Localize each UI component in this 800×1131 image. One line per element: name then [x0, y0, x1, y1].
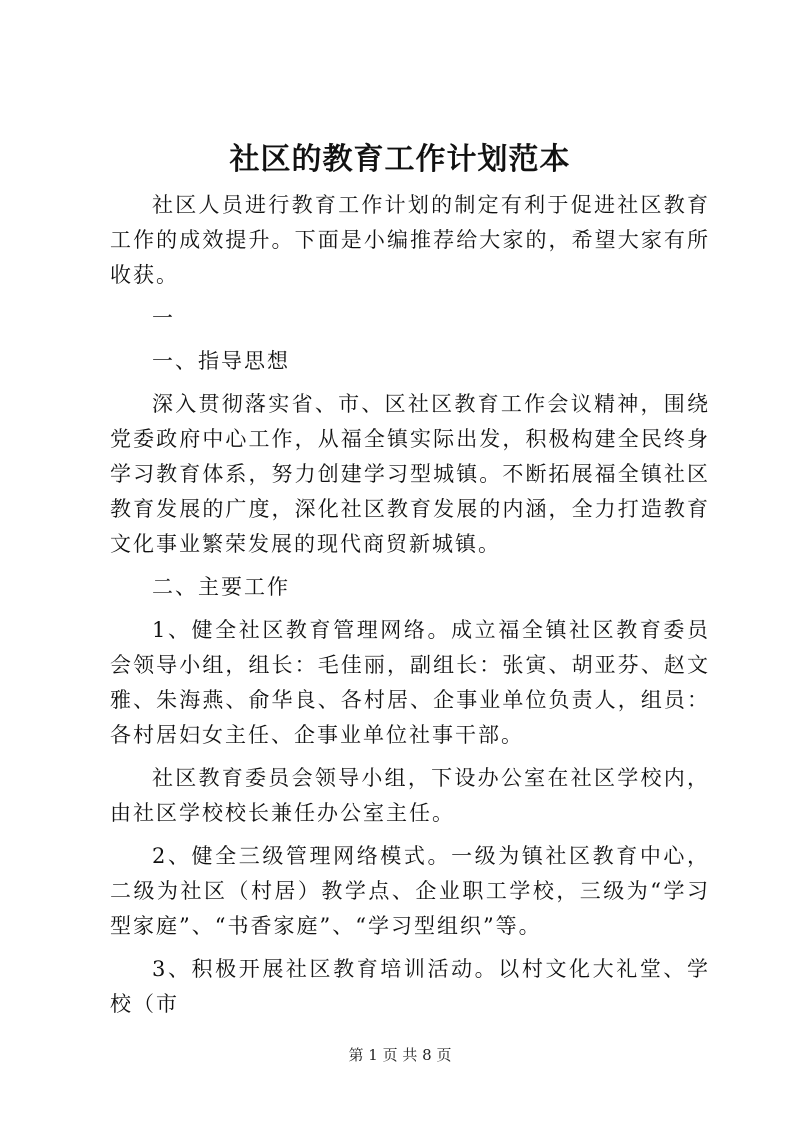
paragraph-work-item-3: 3、积极开展社区教育培训活动。以村文化大礼堂、学校（市 — [110, 957, 710, 1016]
paragraph-committee-office: 社区教育委员会领导小组，下设办公室在社区学校内，由社区学校校长兼任办公室主任。 — [110, 766, 710, 825]
paragraph-guiding-ideology: 深入贯彻落实省、市、区社区教育工作会议精神，围绕党委政府中心工作，从福全镇实际出发，积极构建全民终身学习教育体系，努力创建学习型城镇。不断拓展福全镇社区教育发展的广度，深化社区教育发展的内涵，全力打造教育文化事业繁荣发展的现代商贸新城镇。 — [110, 392, 710, 556]
paragraph-work-item-2: 2、健全三级管理网络模式。一级为镇社区教育中心，二级为社区（村居）教学点、企业职工学校，三级为“学习型家庭”、“书香家庭”、“学习型组织”等。 — [110, 844, 710, 938]
paragraph-work-item-1: 1、健全社区教育管理网络。成立福全镇社区教育委员会领导小组，组长：毛佳丽，副组长：张寅、胡亚芬、赵文雅、朱海燕、俞华良、各村居、企事业单位负责人，组员：各村居妇女主任、企事业单位社事干部。 — [110, 618, 710, 747]
heading-guiding-ideology: 一、指导思想 — [152, 349, 290, 373]
page-number-footer: 第 1 页 共 8 页 — [348, 1046, 452, 1064]
document-title: 社区的教育工作计划范本 — [229, 142, 571, 177]
heading-main-work: 二、主要工作 — [152, 575, 290, 599]
section-marker: 一 — [152, 306, 175, 330]
intro-paragraph: 社区人员进行教育工作计划的制定有利于促进社区教育工作的成效提升。下面是小编推荐给大家的，希望大家有所收获。 — [110, 193, 710, 287]
document-body — [110, 188, 710, 1022]
